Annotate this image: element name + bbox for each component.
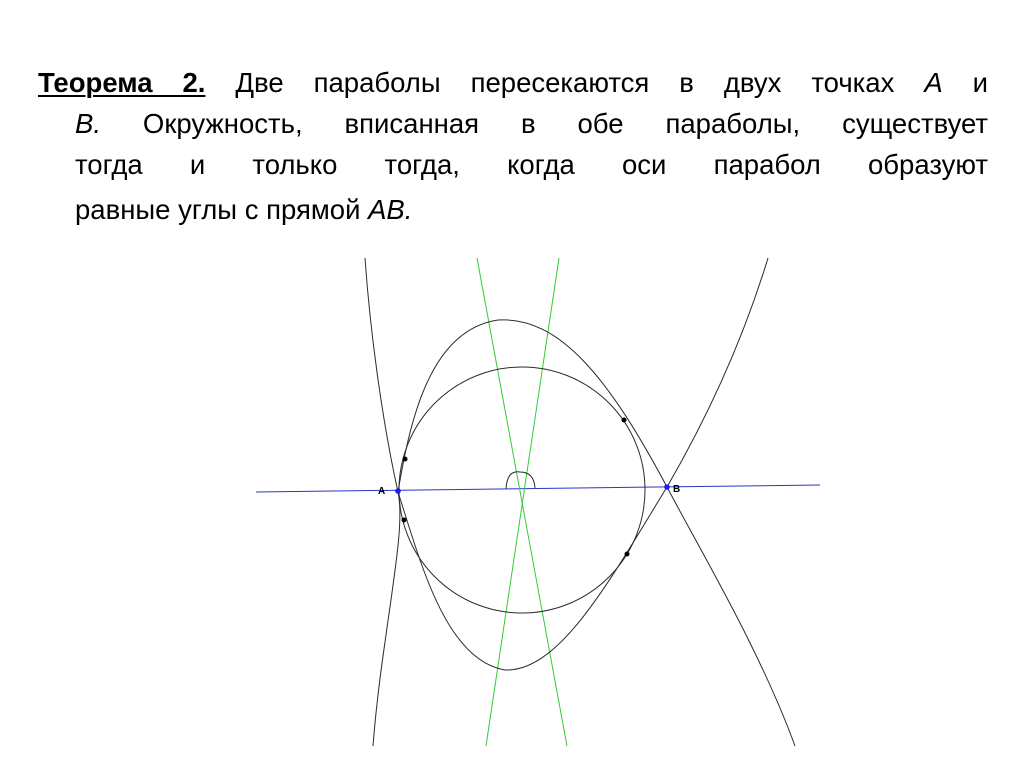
parabola-lower-arc <box>398 487 667 670</box>
tangent-point-1 <box>403 457 408 462</box>
line-ab <box>256 485 820 492</box>
theorem-title: Теорема 2. <box>38 67 206 98</box>
tangent-point-3 <box>622 418 627 423</box>
theorem-line-1-text: Две параболы пересекаются в двух точках <box>205 67 925 98</box>
parabola-1-left-branch <box>365 258 400 746</box>
axis-parabola-2 <box>486 258 559 746</box>
point-a-ref: A <box>924 67 943 98</box>
theorem-line-4-text: равные углы с прямой <box>75 194 369 225</box>
point-b <box>664 484 670 490</box>
angle-arc <box>506 472 535 489</box>
tangent-point-2 <box>402 518 407 523</box>
point-b-ref: B. <box>75 108 101 139</box>
label-b: B <box>673 484 681 495</box>
theorem-line-3-text: тогда и только тогда, когда оси парабол образуют <box>75 149 988 180</box>
point-a <box>395 488 401 494</box>
label-a: A <box>378 486 386 497</box>
parabola-upper-arc <box>398 320 667 492</box>
parabola-2-right-branch <box>667 258 795 746</box>
conj-and: и <box>942 67 988 98</box>
theorem-line-2-text: Окружность, вписанная в обе параболы, существует <box>100 108 988 139</box>
line-ab-ref: AB. <box>368 194 413 225</box>
tangent-point-4 <box>625 552 630 557</box>
